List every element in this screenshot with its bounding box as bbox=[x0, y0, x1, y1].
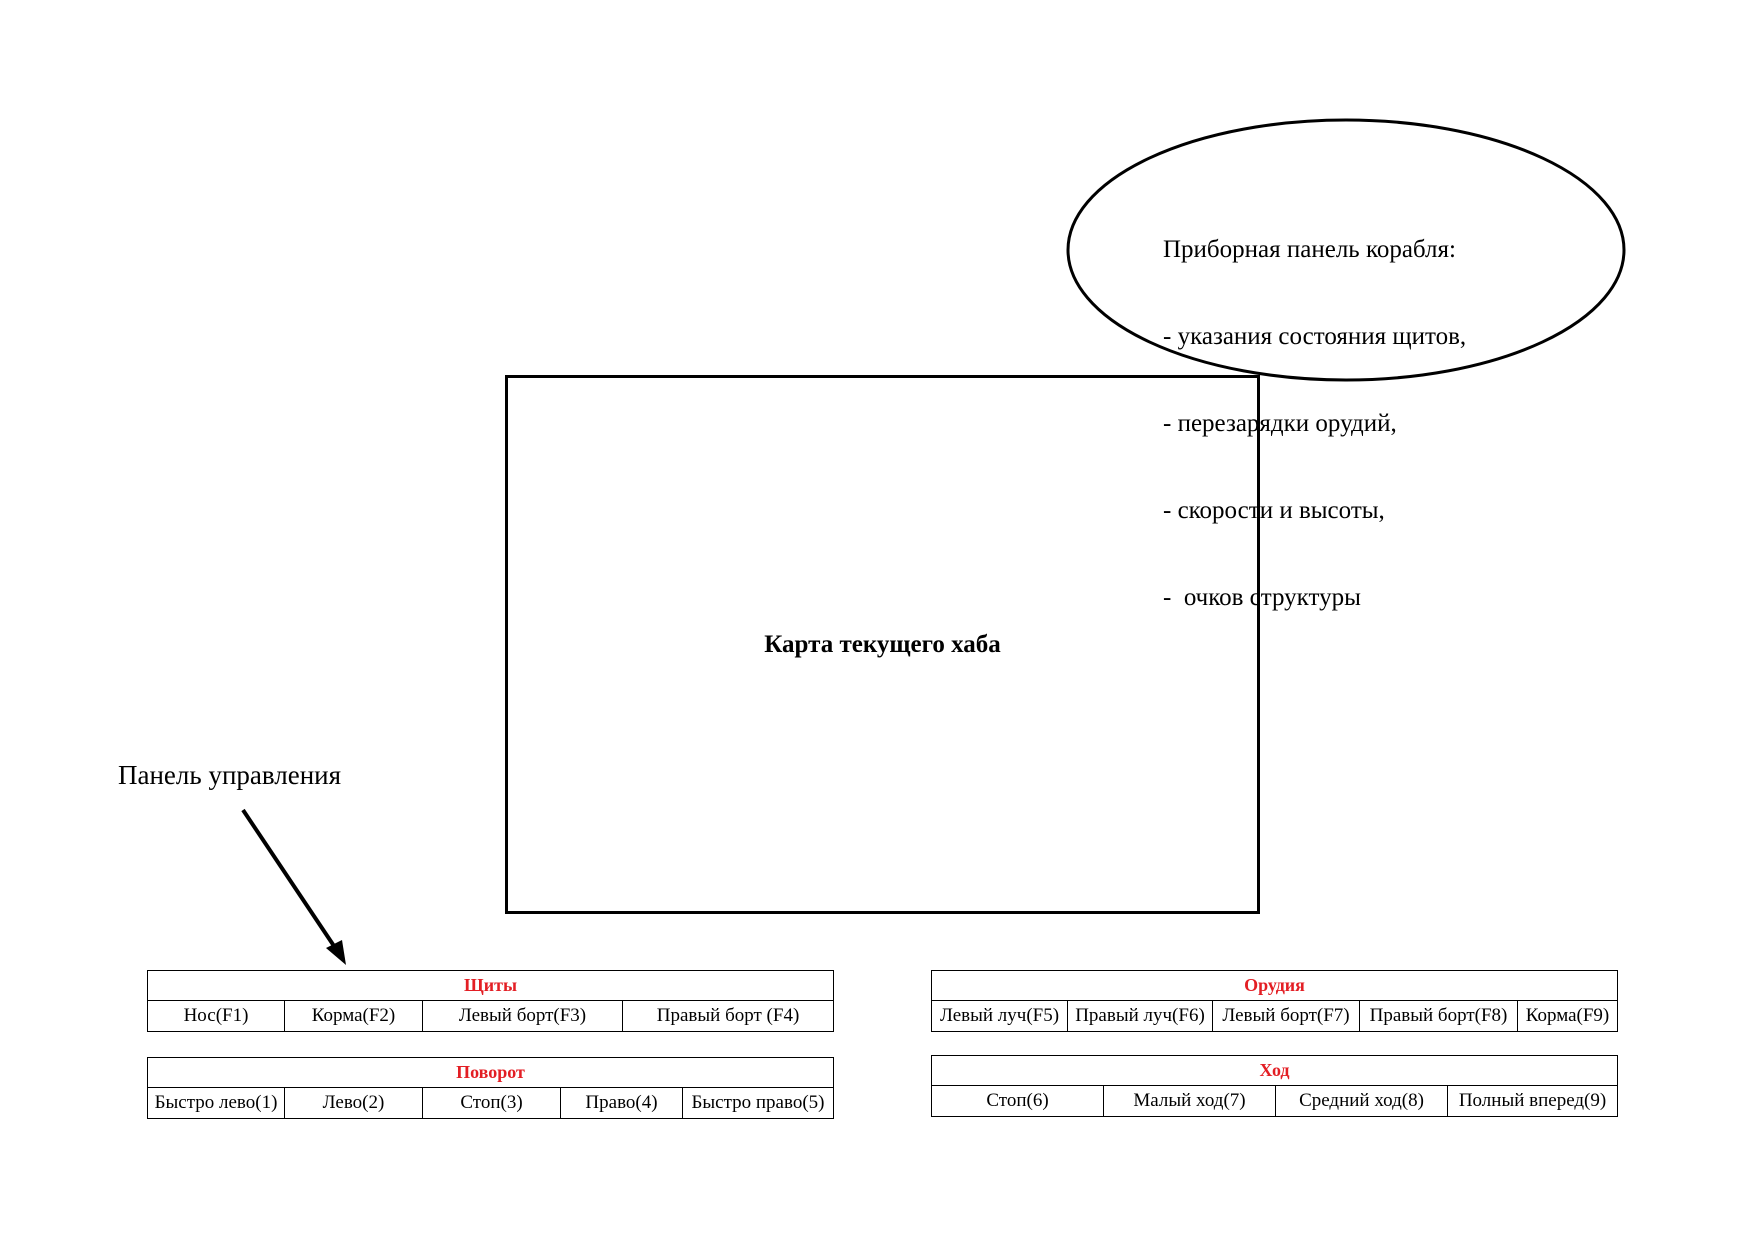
control-panel-arrow-shaft bbox=[243, 810, 338, 952]
dashboard-item-shields: - указания состояния щитов, bbox=[1163, 323, 1467, 350]
weapons-header: Орудия bbox=[932, 971, 1618, 1001]
speed-table bbox=[931, 1055, 1618, 1117]
shields-header: Щиты bbox=[148, 971, 834, 1001]
weapons-table bbox=[931, 970, 1618, 1032]
turn-fast-left-button[interactable]: Быстро лево(1) bbox=[148, 1088, 285, 1119]
weapon-left-beam-button[interactable]: Левый луч(F5) bbox=[932, 1001, 1068, 1032]
turn-table bbox=[147, 1057, 834, 1119]
weapon-right-beam-button[interactable]: Правый луч(F6) bbox=[1068, 1001, 1213, 1032]
dashboard-item-speed-altitude: - скорости и высоты, bbox=[1163, 497, 1385, 524]
control-panel-arrow-head bbox=[326, 940, 346, 965]
turn-left-button[interactable]: Лево(2) bbox=[285, 1088, 423, 1119]
weapon-starboard-button[interactable]: Правый борт(F8) bbox=[1360, 1001, 1518, 1032]
dashboard-item-reload: - перезарядки орудий, bbox=[1163, 410, 1397, 437]
turn-fast-right-button[interactable]: Быстро право(5) bbox=[683, 1088, 834, 1119]
dashboard-callout-title: Приборная панель корабля: bbox=[1163, 236, 1456, 263]
hub-map-label: Карта текущего хаба bbox=[764, 631, 1001, 658]
speed-medium-button[interactable]: Средний ход(8) bbox=[1276, 1086, 1448, 1117]
hub-map-box bbox=[505, 375, 1260, 914]
shields-table bbox=[147, 970, 834, 1032]
weapon-port-button[interactable]: Левый борт(F7) bbox=[1213, 1001, 1360, 1032]
shield-starboard-button[interactable]: Правый борт (F4) bbox=[623, 1001, 834, 1032]
shield-bow-button[interactable]: Нос(F1) bbox=[148, 1001, 285, 1032]
dashboard-item-structure: - очков структуры bbox=[1163, 584, 1361, 611]
turn-stop-button[interactable]: Стоп(3) bbox=[423, 1088, 561, 1119]
turn-right-button[interactable]: Право(4) bbox=[561, 1088, 683, 1119]
speed-stop-button[interactable]: Стоп(6) bbox=[932, 1086, 1104, 1117]
speed-header: Ход bbox=[932, 1056, 1618, 1086]
control-panel-label: Панель управления bbox=[118, 760, 342, 790]
speed-slow-button[interactable]: Малый ход(7) bbox=[1104, 1086, 1276, 1117]
shield-port-button[interactable]: Левый борт(F3) bbox=[423, 1001, 623, 1032]
shield-stern-button[interactable]: Корма(F2) bbox=[285, 1001, 423, 1032]
speed-full-button[interactable]: Полный вперед(9) bbox=[1448, 1086, 1618, 1117]
turn-header: Поворот bbox=[148, 1058, 834, 1088]
weapon-stern-button[interactable]: Корма(F9) bbox=[1518, 1001, 1618, 1032]
